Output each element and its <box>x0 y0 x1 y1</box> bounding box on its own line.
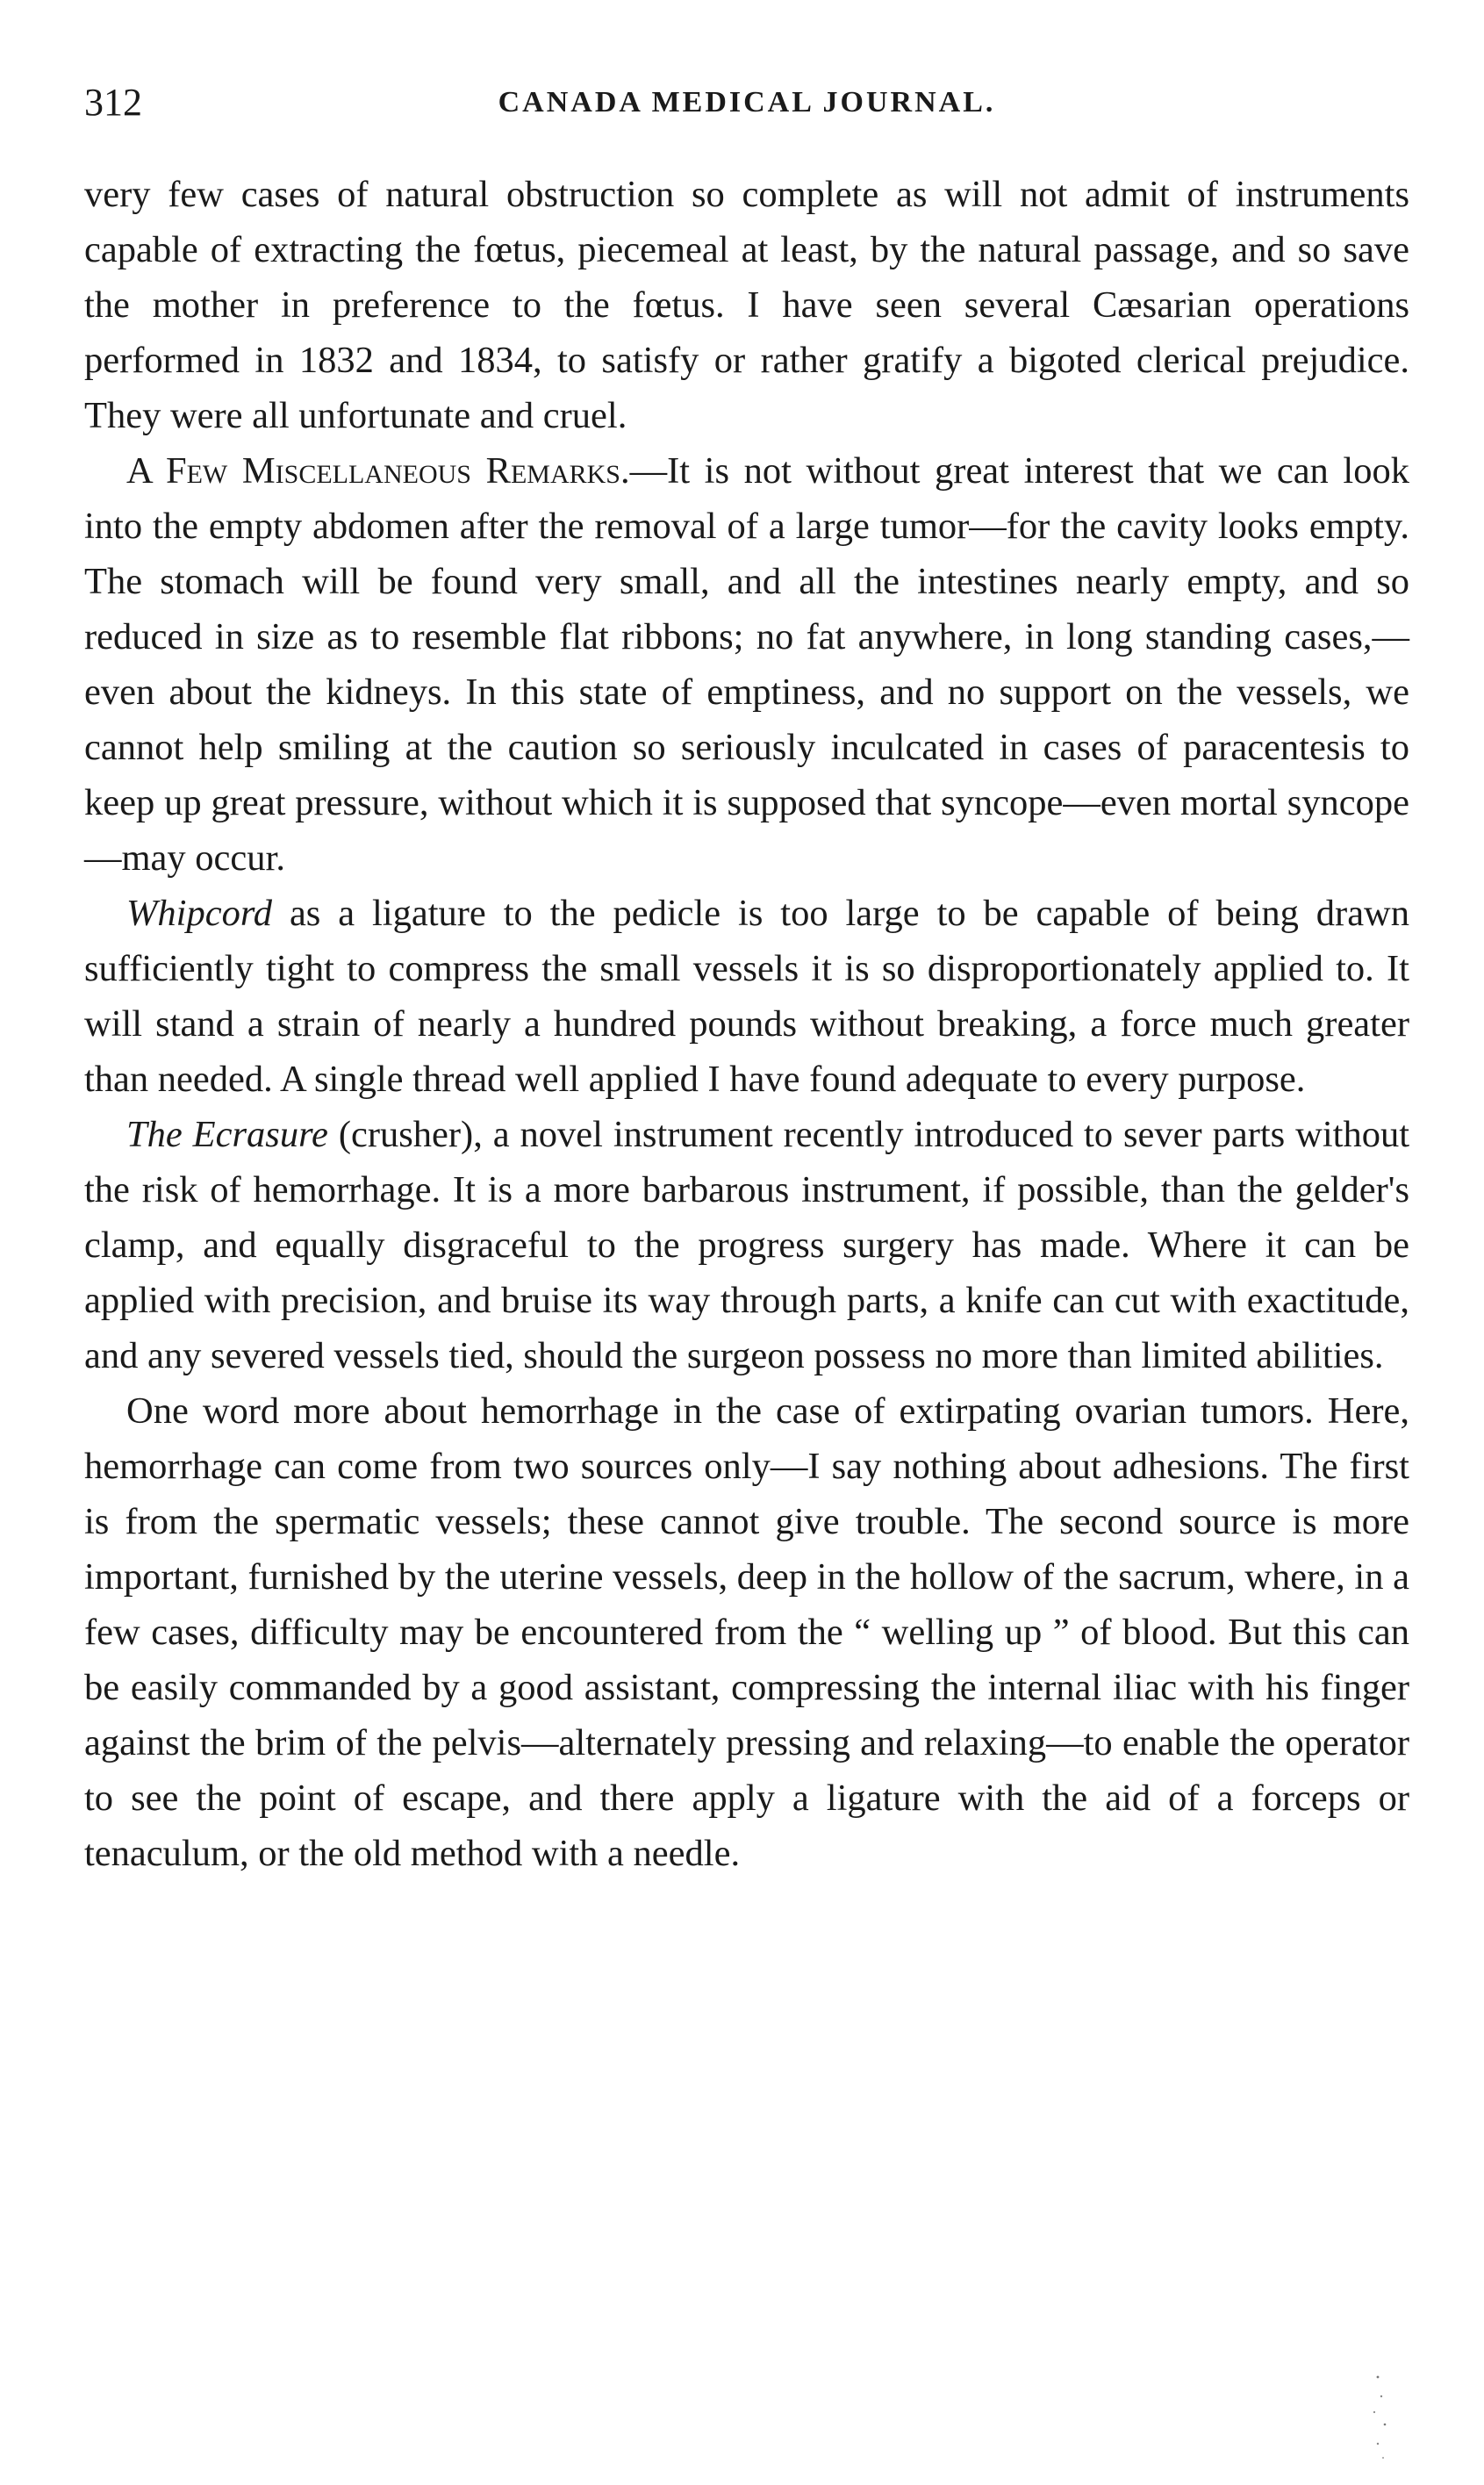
term-ecrasure: The Ecrasure <box>126 1114 328 1155</box>
page-number: 312 <box>84 81 142 124</box>
term-whipcord: Whipcord <box>126 893 273 934</box>
page-body <box>84 167 1409 1881</box>
paragraph-2 <box>84 443 1409 886</box>
paragraph-3 <box>84 886 1409 1107</box>
paragraph-3-text: as a ligature to the pedicle is too large to be capable of being drawn sufficiently tight to compress the small vessels it is so disproportionately applied to. It will stand a strain of nearly a hundred pounds without breaking, a force much greater than needed. A single thread well applied I have found adequate to every purpose. <box>84 893 1409 1100</box>
running-title: CANADA MEDICAL JOURNAL. <box>498 86 996 119</box>
section-heading-miscellaneous-remarks: A Few Miscellaneous Remarks. <box>126 450 630 492</box>
scan-specks <box>1351 2370 1404 2467</box>
paragraph-4 <box>84 1107 1409 1383</box>
paragraph-4-text: (crusher), a novel instrument recently introduced to sever parts without the risk of hemorrhage. It is a more barbarous instrument, if possible, than the gelder's clamp, and equally disgraceful to the progress surgery has made. Where it can be applied with precision, and bruise its way through parts, a knife can cut with exactitude, and any severed vessels tied, should the surgeon possess no more than limited abilities. <box>84 1114 1409 1376</box>
page-header <box>84 72 1409 133</box>
paragraph-1: very few cases of natural obstruction so complete as will not admit of instruments capable of extracting the fœtus, piecemeal at least, by the natural passage, and so save the mother in preference to the fœtus. I have seen several Cæsarian operations performed in 1832 and 1834, to satisfy or rather gratify a bigoted clerical prejudice. They were all unfortunate and cruel. <box>84 174 1409 436</box>
paragraph-2-text: —It is not without great interest that we can look into the empty abdomen after the removal of a large tumor—for the cavity looks empty. The stomach will be found very small, and all the intestines nearly empty, and so reduced in size as to resemble flat ribbons; no fat anywhere, in long standing cases,—even about the kidneys. In this state of emptiness, and no support on the vessels, we cannot help smiling at the caution so seriously inculcated in cases of paracentesis to keep up great pressure, without which it is supposed that syncope—even mortal syncope—may occur. <box>84 450 1409 879</box>
paragraph-5: One word more about hemorrhage in the case of extirpating ovarian tumors. Here, hemorrhage can come from two sources only—I say nothing about adhesions. The first is from the spermatic vessels; these cannot give trouble. The second source is more important, furnished by the uterine vessels, deep in the hollow of the sacrum, where, in a few cases, difficulty may be encountered from the “ welling up ” of blood. But this can be easily commanded by a good assistant, compressing the internal iliac with his finger against the brim of the pelvis—alternately pressing and relaxing—to enable the operator to see the point of escape, and there apply a ligature with the aid of a forceps or tenaculum, or the old method with a needle. <box>84 1390 1409 1874</box>
